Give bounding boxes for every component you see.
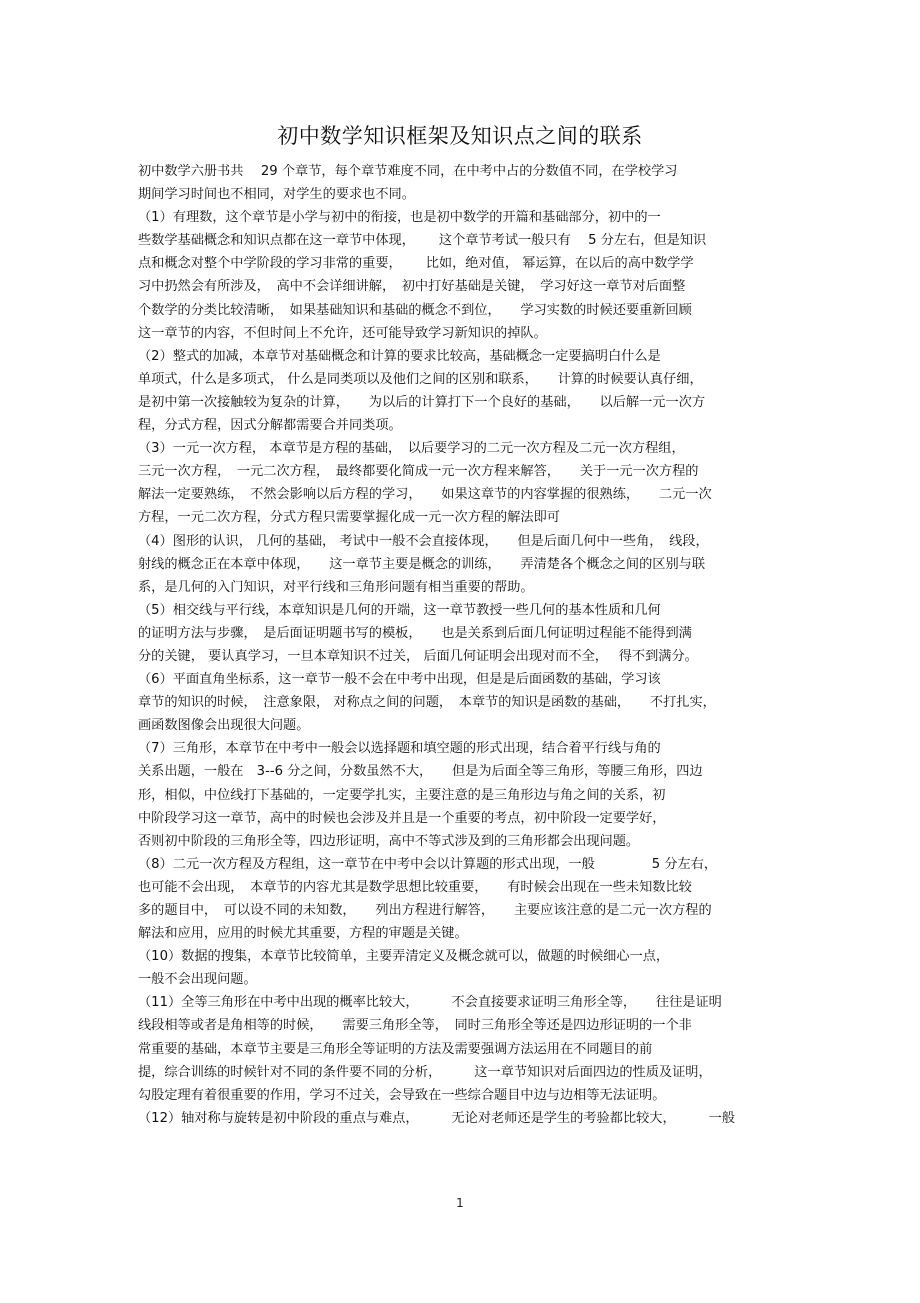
text-line: 形，相似，中位线打下基础的，一定要学扎实，主要注意的是三角形边与角之间的关系，初	[138, 787, 666, 803]
text-line: 习中扔然会有所涉及， 高中不会详细讲解， 初中打好基础是关键， 学习好这一章节对后面整	[138, 279, 686, 295]
text-line: 线段相等或者是角相等的时候， 需要三角形全等， 同时三角形全等还是四边形证明的一个非	[138, 1018, 692, 1034]
text-line: 一般不会出现问题。	[138, 972, 257, 988]
page-number: 1	[456, 1196, 464, 1210]
text-line: 这一章节的内容，不但时间上不允许，还可能导致学习新知识的掉队。	[138, 325, 547, 341]
text-line: 射线的概念正在本章中体现， 这一章节主要是概念的训练， 弄清楚各个概念之间的区别与联	[138, 556, 706, 572]
text-line: 否则初中阶段的三角形全等，四边形证明，高中不等式涉及到的三角形都会出现问题。	[138, 833, 640, 849]
text-line: （4）图形的认识， 几何的基础， 考试中一般不会直接体现， 但是后面几何中一些角， 线段，	[138, 533, 709, 549]
document-title: 初中数学知识框架及知识点之间的联系	[277, 124, 643, 148]
text-line: 画函数图像会出现很大问题。	[138, 718, 310, 734]
text-line: （5）相交线与平行线，本章知识是几何的开端，这一章节教授一些几何的基本性质和几何	[138, 602, 661, 618]
text-line: 勾股定理有着很重要的作用，学习不过关，会导致在一些综合题目中边与边相等无法证明。	[138, 1087, 666, 1103]
text-line: （6）平面直角坐标系，这一章节一般不会在中考中出现，但是是后面函数的基础，学习该	[138, 672, 661, 688]
text-line: 点和概念对整个中学阶段的学习非常的重要， 比如，绝对值， 幂运算，在以后的高中数学学	[138, 256, 694, 272]
text-line: 多的题目中， 可以设不同的未知数， 列出方程进行解答， 主要应该注意的是二元一次方程的	[138, 903, 712, 918]
text-line: 常重要的基础，本章节主要是三角形全等证明的方法及需要强调方法运用在不同题目的前	[138, 1041, 653, 1057]
text-line: 系，是几何的入门知识，对平行线和三角形问题有相当重要的帮助。	[138, 579, 534, 595]
text-line: 单项式，什么是多项式， 什么是同类项以及他们之间的区别和联系， 计算的时候要认真仔细，	[138, 371, 703, 387]
text-line: 分的关键， 要认真学习，一旦本章知识不过关， 后面几何证明会出现对而不全， 得不到满分。	[138, 648, 698, 664]
text-line: 章节的知识的时候， 注意象限， 对称点之间的问题， 本章节的知识是函数的基础， 不打扎实，	[138, 695, 716, 711]
text-line: 关系出题，一般在 3--6 分之间，分数虽然不大， 但是为后面全等三角形，等腰三角形，四边	[138, 764, 703, 780]
document-body	[138, 160, 788, 1130]
text-line: 三元一次方程， 一元二次方程， 最终都要化简成一元一次方程来解答， 关于一元一次方程的	[138, 464, 699, 480]
text-line: （8）二元一次方程及方程组，这一章节在中考中会以计算题的形式出现，一般 5 分左右，	[138, 856, 718, 872]
text-line: 中阶段学习这一章节，高中的时候也会涉及并且是一个重要的考点，初中阶段一定要学好，	[138, 810, 666, 826]
text-line: （10）数据的搜集，本章节比较简单，主要弄清定义及概念就可以，做题的时候细心一点，	[138, 949, 670, 965]
text-line: （2）整式的加减，本章节对基础概念和计算的要求比较高，基础概念一定要搞明白什么是	[138, 348, 661, 364]
text-line: 是初中第一次接触较为复杂的计算， 为以后的计算打下一个良好的基础， 以后解一元一次方	[138, 394, 706, 410]
text-line: 个数学的分类比较清晰， 如果基础知识和基础的概念不到位， 学习实数的时候还要重新回顾	[138, 302, 692, 318]
text-line: （3）一元一次方程， 本章节是方程的基础， 以后要学习的二元一次方程及二元一次方程组，	[138, 441, 685, 457]
text-line: 也可能不会出现， 本章节的内容尤其是数学思想比较重要， 有时候会出现在一些未知数比较	[138, 879, 692, 895]
text-line: 期间学习时间也不相同，对学生的要求也不同。	[138, 187, 415, 203]
text-line: （1）有理数，这个章节是小学与初中的衔接，也是初中数学的开篇和基础部分，初中的一	[138, 210, 661, 226]
text-line: （7）三角形，本章节在中考中一般会以选择题和填空题的形式出现，结合着平行线与角的	[138, 741, 661, 757]
text-line: 解法一定要熟练， 不然会影响以后方程的学习， 如果这章节的内容掌握的很熟练， 二元一次	[138, 487, 712, 503]
text-line: 程，分式方程，因式分解都需要合并同类项。	[138, 418, 402, 434]
text-line: 些数学基础概念和知识点都在这一章节中体现， 这个章节考试一般只有 5 分左右，但是知识	[138, 233, 707, 249]
text-line: 解法和应用，应用的时候尤其重要，方程的审题是关键。	[138, 926, 468, 942]
text-line: 初中数学六册书共 29 个章节，每个章节难度不同，在中考中占的分数值不同，在学校学习	[138, 164, 678, 179]
text-line: 提，综合训练的时候针对不同的条件要不同的分析， 这一章节知识对后面四边的性质及证明，	[138, 1064, 712, 1080]
text-line: （12）轴对称与旋转是初中阶段的重点与难点， 无论对老师还是学生的考验都比较大， 一般	[138, 1110, 736, 1126]
text-line: 的证明方法与步骤， 是后面证明题书写的模板， 也是关系到后面几何证明过程能不能得到满	[138, 625, 692, 641]
text-line: （11）全等三角形在中考中出现的概率比较大， 不会直接要求证明三角形全等， 往往是证明	[138, 995, 722, 1011]
text-line: 方程，一元二次方程，分式方程只需要掌握化成一元一次方程的解法即可	[138, 510, 560, 526]
